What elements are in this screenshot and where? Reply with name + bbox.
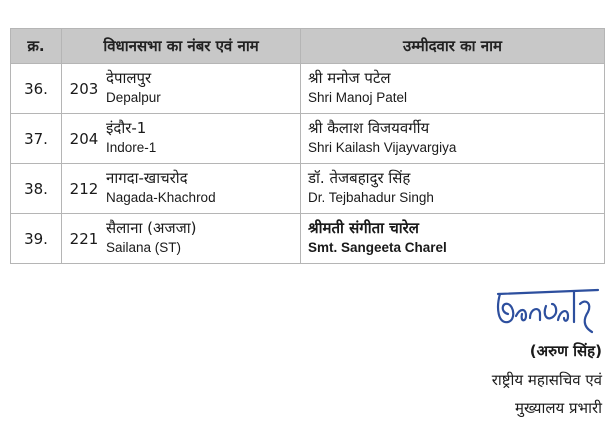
candidate-cell [301,214,605,264]
constituency-name-hindi: इंदौर-1 [106,119,147,137]
candidate-name-english: Shri Kailash Vijayvargiya [308,140,457,155]
candidate-name-hindi: श्रीमती संगीता चारेल [308,219,419,237]
constituency-cell [62,214,301,264]
constituency-name-hindi: नागदा-खाचरोद [106,169,188,187]
table-row [11,114,605,164]
header-constituency: विधानसभा का नंबर एवं नाम [62,29,301,64]
constituency-name-hindi: देपालपुर [106,69,152,87]
header-candidate: उम्मीदवार का नाम [301,29,605,64]
table-row [11,214,605,264]
serial-number: 36. [11,64,62,114]
candidate-cell [301,164,605,214]
candidate-cell [301,114,605,164]
constituency-number: 203 [69,79,99,98]
candidate-cell [301,64,605,114]
constituency-number: 204 [69,129,99,148]
constituency-number: 221 [69,229,99,248]
serial-number: 38. [11,164,62,214]
constituency-name-english: Nagada-Khachrod [106,190,216,205]
table-header-row [11,29,605,64]
table-row [11,164,605,214]
candidate-name-english: Shri Manoj Patel [308,90,408,105]
constituency-cell [62,114,301,164]
constituency-name-hindi: सैलाना (अजजा) [106,219,197,237]
constituency-number: 212 [69,179,99,198]
candidate-name-hindi: श्री मनोज पटेल [308,69,391,87]
candidate-name-english: Dr. Tejbahadur Singh [308,190,434,205]
signatory-name: (अरुण सिंह) [529,342,602,360]
signatory-office: मुख्यालय प्रभारी [515,399,602,417]
constituency-name-english: Sailana (ST) [106,240,182,255]
candidate-name-english: Smt. Sangeeta Charel [308,240,447,255]
constituency-cell [62,64,301,114]
signatory-designation: राष्ट्रीय महासचिव एवं [491,371,602,389]
candidate-name-hindi: श्री कैलाश विजयवर्गीय [308,119,430,137]
candidates-table [10,28,605,264]
table-row [11,64,605,114]
candidate-name-hindi: डॉ. तेजबहादुर सिंह [308,169,411,187]
header-sno: क्र. [11,29,62,64]
serial-number: 37. [11,114,62,164]
constituency-cell [62,164,301,214]
constituency-name-english: Indore-1 [106,140,157,155]
constituency-name-english: Depalpur [106,90,161,105]
serial-number: 39. [11,214,62,264]
handwritten-signature [494,282,602,338]
